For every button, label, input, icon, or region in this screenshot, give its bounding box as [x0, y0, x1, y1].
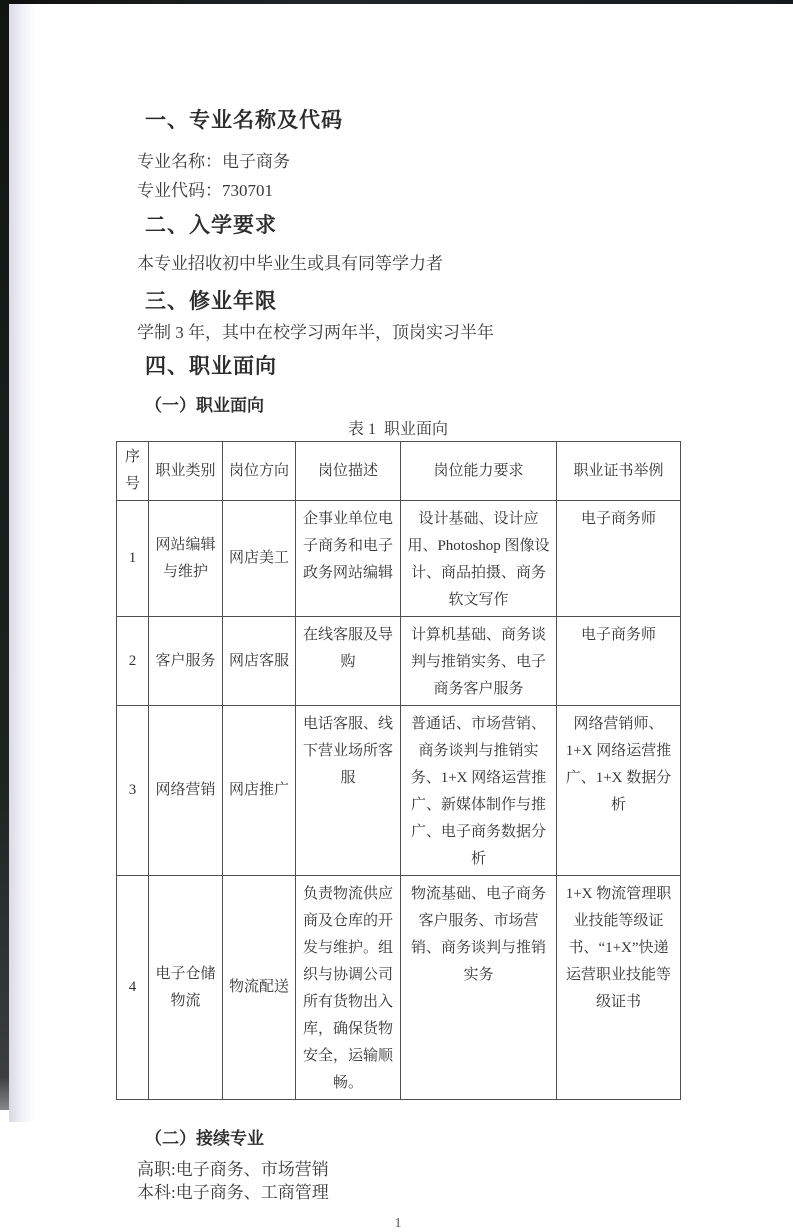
section-heading-major-name-code: 一、专业名称及代码 — [145, 109, 343, 132]
table-cell: 企事业单位电子商务和电子政务网站编辑 — [296, 501, 401, 617]
section-heading-admission: 二、入学要求 — [145, 214, 277, 237]
table-cell: 在线客服及导购 — [296, 617, 401, 706]
table-header-cell: 序号 — [117, 442, 149, 501]
table-cell: 物流配送 — [223, 876, 296, 1100]
table-cell: 网店推广 — [223, 706, 296, 876]
table-header-cell: 岗位描述 — [296, 442, 401, 501]
subsection-career-orientation: （一）职业面向 — [145, 396, 264, 415]
body-line-major-name: 专业名称：电子商务 — [137, 152, 290, 171]
table-header-cell: 岗位方向 — [223, 442, 296, 501]
table-cell: 网店客服 — [223, 617, 296, 706]
page-number: 1 — [394, 1216, 402, 1231]
table-cell: 物流基础、电子商务客户服务、市场营销、商务谈判与推销实务 — [401, 876, 557, 1100]
table-header-cell: 职业类别 — [149, 442, 223, 501]
table-cell: 电话客服、线下营业场所客服 — [296, 706, 401, 876]
table-cell: 网络营销师、1+X 网络运营推广、1+X 数据分析 — [557, 706, 681, 876]
table-header-row — [117, 442, 681, 501]
career-orientation-table — [116, 441, 681, 1100]
body-line-undergraduate: 本科:电子商务、工商管理 — [137, 1183, 329, 1202]
table-cell: 电子仓储物流 — [149, 876, 223, 1100]
table-cell: 网站编辑与维护 — [149, 501, 223, 617]
table-header-cell: 岗位能力要求 — [401, 442, 557, 501]
section-heading-duration: 三、修业年限 — [145, 290, 277, 313]
table-cell: 设计基础、设计应用、Photoshop 图像设计、商品拍摄、商务软文写作 — [401, 501, 557, 617]
table-row — [117, 876, 681, 1100]
body-line-duration: 学制 3 年，其中在校学习两年半，顶岗实习半年 — [137, 323, 494, 342]
table-caption: 表 1 职业面向 — [347, 421, 448, 438]
table-cell: 计算机基础、商务谈判与推销实务、电子商务客户服务 — [401, 617, 557, 706]
table-cell: 1+X 物流管理职业技能等级证书、“1+X”快递运营职业技能等级证书 — [557, 876, 681, 1100]
table-cell: 客户服务 — [149, 617, 223, 706]
subsection-continuing-majors: （二）接续专业 — [145, 1129, 264, 1148]
table-header-cell: 职业证书举例 — [557, 442, 681, 501]
body-line-higher-vocational: 高职:电子商务、市场营销 — [137, 1160, 329, 1179]
table-row — [117, 501, 681, 617]
table-cell: 2 — [117, 617, 149, 706]
table-cell: 网络营销 — [149, 706, 223, 876]
table-cell: 负责物流供应商及仓库的开发与维护。组织与协调公司所有货物出入库，确保货物安全，运输顺畅。 — [296, 876, 401, 1100]
body-line-major-code: 专业代码：730701 — [137, 181, 273, 200]
table-cell: 1 — [117, 501, 149, 617]
table-row — [117, 617, 681, 706]
table-row — [117, 706, 681, 876]
table-cell: 4 — [117, 876, 149, 1100]
table-cell: 网店美工 — [223, 501, 296, 617]
table-cell: 电子商务师 — [557, 617, 681, 706]
table-cell: 电子商务师 — [557, 501, 681, 617]
table-cell: 3 — [117, 706, 149, 876]
section-heading-career: 四、职业面向 — [145, 355, 277, 378]
table-cell: 普通话、市场营销、商务谈判与推销实务、1+X 网络运营推广、新媒体制作与推广、电子商务数据分析 — [401, 706, 557, 876]
body-line-admission: 本专业招收初中毕业生或具有同等学力者 — [137, 254, 443, 273]
